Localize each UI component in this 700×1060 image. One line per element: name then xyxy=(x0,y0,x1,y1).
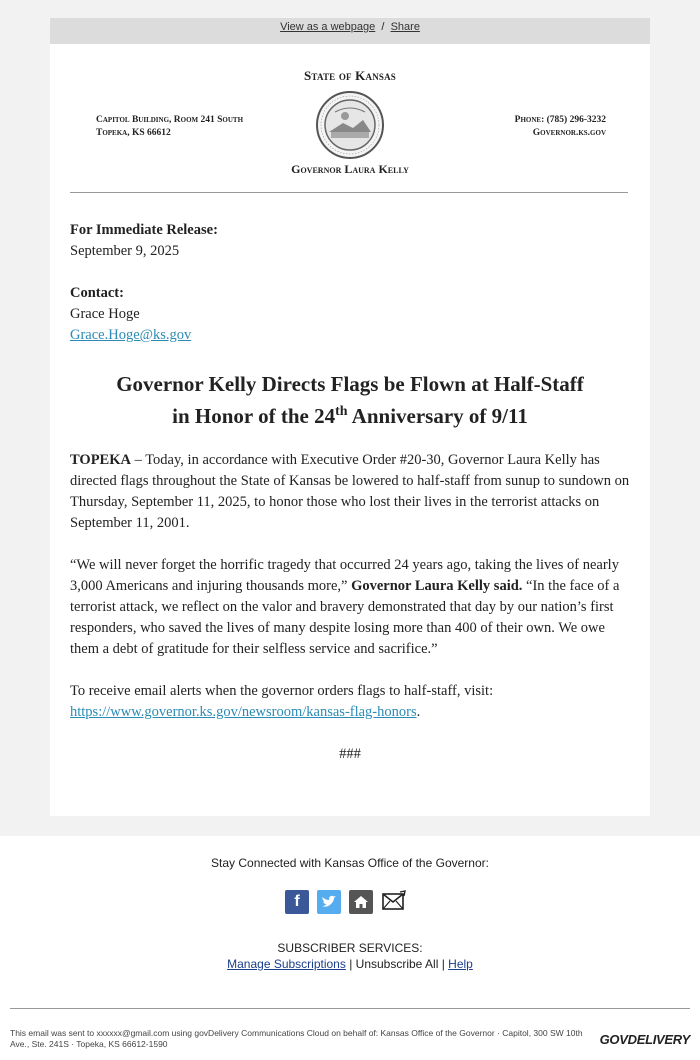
view-webpage-link[interactable]: View as a webpage xyxy=(280,21,376,33)
help-link[interactable]: Help xyxy=(448,957,473,971)
contact-email-link[interactable]: Grace.Hoge@ks.gov xyxy=(70,327,192,343)
letterhead-address: Capitol Building, Room 241 South Topeka, KS 66612 xyxy=(96,115,244,138)
stay-connected-text: Stay Connected with Kansas Office of the Governor: xyxy=(211,856,489,870)
press-release-body xyxy=(70,220,630,765)
twitter-icon[interactable] xyxy=(317,890,341,914)
letterhead-contact: Phone: (785) 296-3232 Governor.ks.gov xyxy=(514,115,606,138)
email-card xyxy=(50,44,650,816)
footer xyxy=(0,836,700,1060)
email-icon[interactable] xyxy=(381,890,407,914)
release-date: September 9, 2025 xyxy=(70,243,180,259)
headline: Governor Kelly Directs Flags be Flown at Half-Staff in Honor of the 24th Anniversary of 9/11 xyxy=(116,372,584,428)
paragraph-alerts: To receive email alerts when the governor orders flags to half-staff, visit: https://www.governor.ks.gov/newsroom/kansas-flag-honors. xyxy=(70,683,494,720)
end-marker: ### xyxy=(339,746,361,762)
manage-subscriptions-link[interactable]: Manage Subscriptions xyxy=(227,957,346,971)
facebook-icon[interactable]: f xyxy=(285,890,309,914)
topbar-separator: / xyxy=(381,21,385,33)
contact-label: Contact: xyxy=(70,285,124,301)
disclaimer-text: This email was sent to xxxxxx@gmail.com using govDelivery Communications Cloud on behalf of: Kansas Office of the Governor · Capitol, 300 SW 10th Ave., Ste. 241S · Topeka, KS 66612-1590 xyxy=(10,1028,583,1049)
paragraph-1: TOPEKA – Today, in accordance with Executive Order #20-30, Governor Laura Kelly has directed flags throughout the State of Kansas be lowered to half-staff from sunup to sundown on Thursday, September 11, 2025, to honor those who lost their lives in the terrorist attacks on September 11, 2001. xyxy=(70,452,630,531)
paragraph-quote: “We will never forget the horrific tragedy that occurred 24 years ago, taking the lives of nearly 3,000 Americans and injuring thousands more,” Governor Laura Kelly said. “In the face of a terrorist attack, we reflect on the valor and bravery demonstrated that day by our nation’s first responders, who saved the lives of many despite losing more than 400 of their own. We owe them a debt of gratitude for their selfless service and sacrifice.” xyxy=(70,557,620,657)
top-bar xyxy=(50,18,650,44)
unsubscribe-all[interactable]: Unsubscribe All xyxy=(355,957,439,971)
letterhead-title: State of Kansas xyxy=(303,68,397,83)
kansas-seal-icon xyxy=(315,90,385,160)
share-link[interactable]: Share xyxy=(390,21,420,33)
social-links xyxy=(285,890,407,914)
subscriber-services: SUBSCRIBER SERVICES: Manage Subscriptions | Unsubscribe All | Help xyxy=(227,941,473,971)
header-divider xyxy=(70,192,628,193)
flag-honors-link[interactable]: https://www.governor.ks.gov/newsroom/kansas-flag-honors xyxy=(70,704,417,720)
contact-name: Grace Hoge xyxy=(70,306,140,322)
letterhead-governor: Governor Laura Kelly xyxy=(291,162,409,176)
footer-divider xyxy=(10,1008,690,1009)
govdelivery-logo: GOVDELIVERY xyxy=(599,1032,690,1047)
release-label: For Immediate Release: xyxy=(70,222,218,238)
home-icon[interactable] xyxy=(349,890,373,914)
